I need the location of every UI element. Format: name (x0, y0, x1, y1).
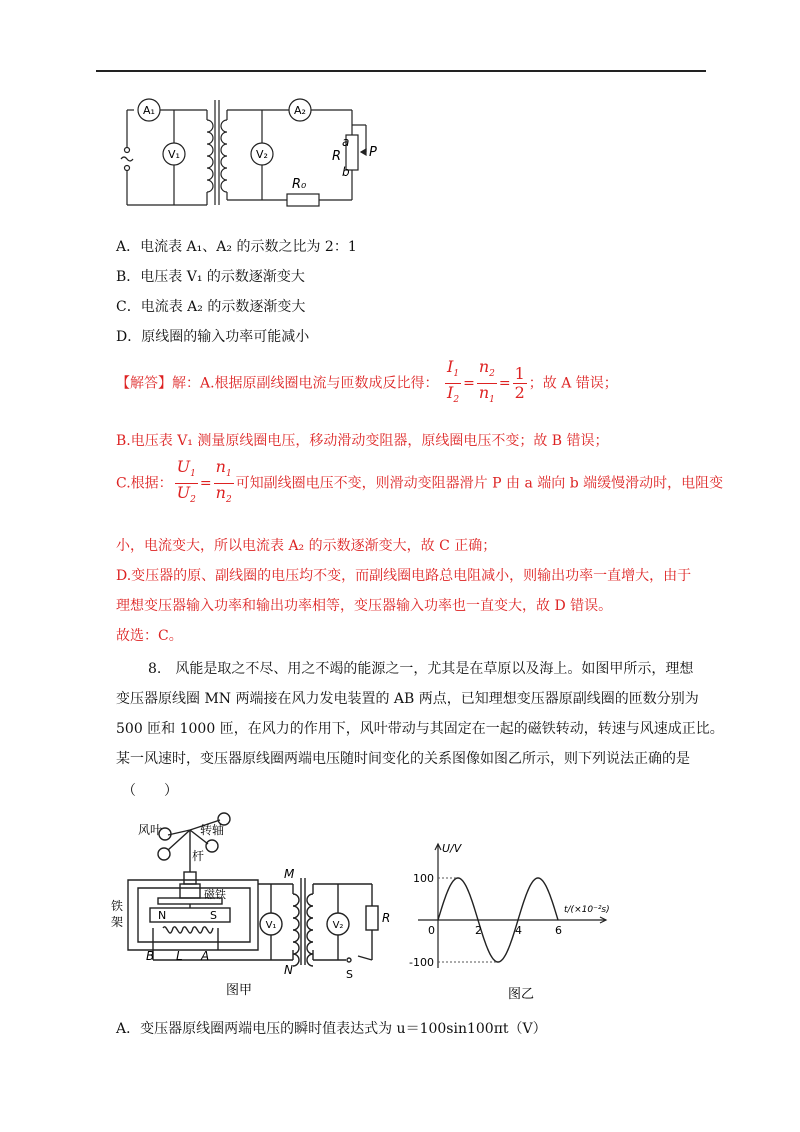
q8-stem-line2: 变压器原线圈 MN 两端接在风力发电装置的 AB 两点，已知理想变压器原副线圈的匝数分别为 (116, 691, 699, 707)
figure-b-caption: 图乙 (508, 987, 535, 1000)
solution-c-line2: 小，电流变大，所以电流表 A₂ 的示数逐渐变大，故 C 正确； (116, 538, 497, 554)
terminal-b-label: b (342, 165, 350, 179)
solution-c-suffix: 可知副线圈电压不变，则滑动变阻器滑片 P 由 a 端向 b 端缓慢滑动时，电阻变 (235, 475, 724, 492)
voltage-data-point (507, 949, 508, 950)
magnet-n-label: N (158, 909, 167, 922)
x-tick-label: 6 (555, 924, 562, 937)
solution-d-line2: 理想变压器输入功率和输出功率相等，变压器输入功率也一直变大，故 D 错误。 (116, 598, 613, 614)
voltage-data-point (487, 949, 488, 950)
q7-option-a: A．电流表 A₁、A₂ 的示数之比为 2：1 (116, 239, 357, 255)
iron-frame-label-1: 铁 (111, 899, 124, 913)
voltage-data-point (447, 890, 448, 891)
voltage-ratio-fraction: $\frac{U_1}{U_2}$ (176, 457, 196, 506)
q8-option-a: A．变压器原线圈两端电压的瞬时值表达式为 u＝100sin100πt（V） (116, 1021, 547, 1037)
header-rule (96, 70, 706, 72)
solution-c-prefix: C.根据： (116, 475, 173, 492)
q8-stem-line1: 8. 风能是取之不尽、用之不竭的能源之一，尤其是在草原以及海上。如图甲所示，理想 (148, 661, 694, 677)
y-tick-label: -100 (409, 956, 434, 969)
solution-a-line: 【解答】解：A.根据原副线圈电流与匝数成反比得： $\frac{I_1}{I_2}$ = $\frac{n_2}{n_1}$ = $\frac{1}{2}$ ；故 A 错误； (116, 358, 618, 409)
terminal-m-label: M (284, 867, 295, 881)
solution-b-line: B.电压表 V₁ 测量原线圈电压，移动滑动变阻器，原线圈电压不变；故 B 错误； (116, 433, 609, 449)
voltmeter-v1-label: V₁ (265, 920, 277, 931)
y-axis-label: U/V (442, 842, 462, 855)
ammeter-a1-label: A₁ (143, 104, 155, 117)
voltmeter-v2-label: V₂ (332, 920, 344, 931)
figure-a-caption: 图甲 (226, 983, 253, 998)
shaft-label: 转轴 (200, 823, 225, 837)
resistor-r0-label: R₀ (292, 177, 307, 192)
coil-l-label: L (176, 949, 183, 963)
rod-label: 杆 (192, 849, 205, 863)
voltage-data-point (527, 890, 528, 891)
voltage-time-chart (408, 838, 628, 1000)
voltage-data-point (437, 919, 438, 920)
q8-stem-line4: 某一风速时，变压器原线圈两端电压随时间变化的关系图像如图乙所示，则下列说法正确的是 (116, 751, 690, 767)
x-axis-label: t/(×10⁻²s) (564, 905, 610, 915)
current-ratio-fraction: $\frac{I_1}{I_2}$ (447, 357, 460, 406)
solution-d-line1: D.变压器的原、副线圈的电压均不变，而副线圈电路总电阻减小，则输出功率一直增大，由于 (116, 568, 692, 584)
voltmeter-v2-label: V₂ (256, 148, 268, 161)
voltage-data-point (467, 890, 468, 891)
y-tick-label: 100 (413, 872, 434, 885)
iron-frame-label-2: 架 (111, 915, 124, 929)
q7-option-c: C．电流表 A₂ 的示数逐渐变大 (116, 299, 306, 315)
rheostat-r-label: R (332, 149, 342, 164)
q8-answer-bracket: （ ） (122, 783, 178, 799)
transformer-circuit-figure (112, 90, 382, 212)
q7-option-b: B．电压表 V₁ 的示数逐渐变大 (116, 269, 305, 285)
slider-p-label: P (369, 145, 377, 160)
x-tick-label: 4 (515, 924, 522, 937)
solution-answer: 故选：C。 (116, 628, 183, 644)
voltage-data-point (547, 890, 548, 891)
point-b-label: B (146, 949, 155, 963)
magnet-label: 磁铁 (204, 888, 226, 901)
q7-option-d: D．原线圈的输入功率可能减小 (116, 329, 310, 345)
x-tick-label: 0 (428, 924, 435, 937)
voltage-data-point (557, 919, 558, 920)
voltage-data-point (537, 877, 538, 878)
point-a-label: A (201, 949, 210, 963)
wind-generator-figure (108, 810, 398, 1000)
resistor-r-label: R (382, 911, 391, 925)
x-tick-label: 2 (475, 924, 482, 937)
voltmeter-v1-label: V₁ (168, 148, 180, 161)
solution-a-prefix: 解：A.根据原副线圈电流与匝数成反比得： (172, 375, 439, 392)
ammeter-a2-label: A₂ (294, 104, 306, 117)
terminal-a-label: a (342, 135, 350, 149)
solution-tag: 【解答】 (116, 375, 172, 392)
blade-label: 风叶 (138, 823, 163, 837)
solution-a-suffix: ；故 A 错误； (528, 375, 618, 392)
voltage-data-point (477, 919, 478, 920)
switch-s-label: S (346, 968, 353, 981)
voltage-data-point (517, 919, 518, 920)
terminal-n-label: N (284, 963, 293, 977)
magnet-s-label: S (210, 909, 217, 922)
solution-c-line: C.根据： $\frac{U_1}{U_2}$ = $\frac{n_1}{n_2}$ 可知副线圈电压不变，则滑动变阻器滑片 P 由 a 端向 b 端缓慢滑动时，电阻变 (116, 458, 723, 509)
q8-stem-line3: 500 匝和 1000 匝，在风力的作用下，风叶带动与其固定在一起的磁铁转动，转速与风速成正比。 (116, 721, 724, 737)
